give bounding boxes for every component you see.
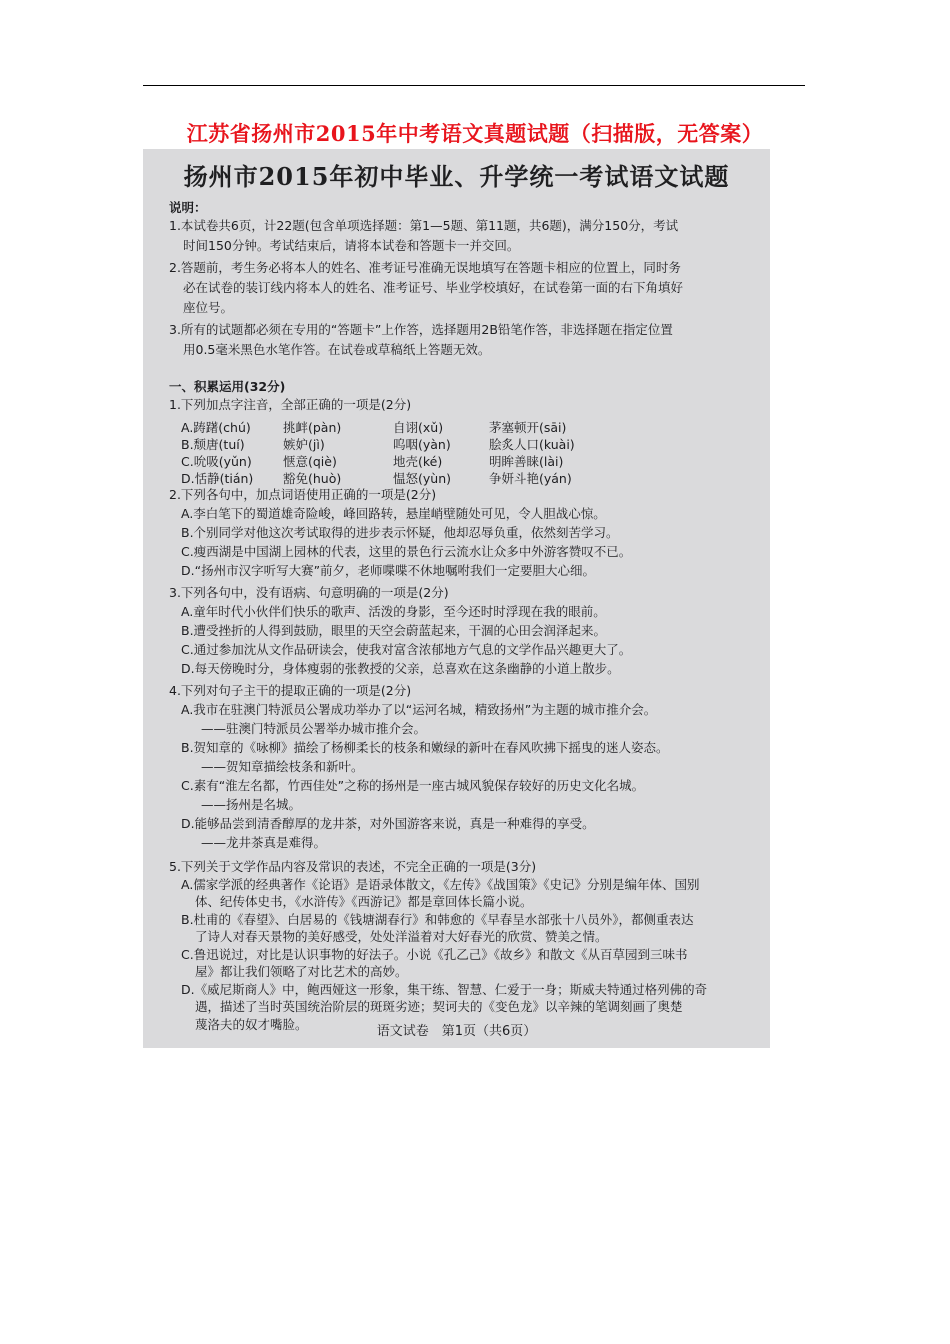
question-stem: 3.下列各句中，没有语病、句意明确的一项是(2分)	[169, 585, 449, 600]
q1-option-cell: 呜咽(yàn)	[393, 437, 451, 452]
note-line: 时间150分钟。考试结束后，请将本试卷和答题卡一并交回。	[183, 238, 520, 253]
option: D.“扬州市汉字听写大赛”前夕，老师喋喋不休地嘱咐我们一定要胆大心细。	[181, 563, 596, 578]
option-answer: ——扬州是名城。	[201, 797, 302, 812]
q1-option-cell: 豁免(huò)	[283, 471, 342, 486]
question-stem: 1.下列加点字注音，全部正确的一项是(2分)	[169, 397, 412, 412]
note-line: 用0.5毫米黑色水笔作答。在试卷或草稿纸上答题无效。	[183, 342, 491, 357]
q1-option-cell: 挑衅(pàn)	[283, 420, 342, 435]
header-rule	[143, 85, 805, 86]
q1-option-cell: A.踌躇(chú)	[181, 420, 251, 435]
option: C.通过参加沈从文作品研读会，使我对富含浓郁地方气息的文学作品兴趣更大了。	[181, 642, 632, 657]
q1-option-cell: D.恬静(tián)	[181, 471, 254, 486]
q1-option-cell: 嫉妒(jì)	[283, 437, 325, 452]
q1-option-cell: C.吮吸(yǔn)	[181, 454, 252, 469]
section-heading: 一、积累运用(32分)	[169, 379, 286, 394]
document-title: 江苏省扬州市2015年中考语文真题试题（扫描版，无答案）	[186, 121, 764, 146]
q1-option-cell: 自诩(xǔ)	[393, 420, 444, 435]
option: B.贺知章的《咏柳》描绘了杨柳柔长的枝条和嫩绿的新叶在春风吹拂下摇曳的迷人姿态。	[181, 740, 669, 755]
option: A.童年时代小伙伴们快乐的歌声、活泼的身影，至今还时时浮现在我的眼前。	[181, 604, 606, 619]
q1-option-cell: 争妍斗艳(yán)	[489, 471, 572, 486]
option-cont: 体、纪传体史书，《水浒传》《西游记》都是章回体长篇小说。	[195, 894, 533, 909]
option: B.杜甫的《春望》、白居易的《钱塘湖春行》和韩愈的《早春呈水部张十八员外》，都侧重表达	[181, 911, 694, 927]
question-stem: 2.下列各句中，加点词语使用正确的一项是(2分)	[169, 487, 437, 502]
option: B.个别同学对他这次考试取得的进步表示怀疑，他却忍辱负重，依然刻苦学习。	[181, 525, 619, 540]
option: B.遭受挫折的人得到鼓励，眼里的天空会蔚蓝起来，干涸的心田会润泽起来。	[181, 623, 607, 638]
note-line: 必在试卷的装订线内将本人的姓名、准考证号、毕业学校填好，在试卷第一面的右下角填好	[183, 280, 684, 295]
option: D.《威尼斯商人》中，鲍西娅这一形象，集干练、智慧、仁爱于一身；斯威夫特通过格列佛的奇	[181, 981, 708, 997]
q1-option-cell: 愠怒(yùn)	[393, 471, 451, 486]
question-stem: 4.下列对句子主干的提取正确的一项是(2分)	[169, 683, 412, 698]
q1-option-cell: 地壳(ké)	[393, 454, 443, 469]
option-cont: 蔑洛夫的奴才嘴脸。	[195, 1016, 308, 1032]
exam-title: 扬州市2015年初中毕业、升学统一考试语文试题	[183, 162, 730, 191]
option: A.我市在驻澳门特派员公署成功举办了以“运河名城，精致扬州”为主题的城市推介会。	[181, 702, 657, 717]
note-line: 2.答题前，考生务必将本人的姓名、准考证号准确无误地填写在答题卡相应的位置上，同时务	[169, 260, 681, 275]
option-answer: ——贺知章描绘枝条和新叶。	[201, 759, 364, 774]
note-line: 座位号。	[183, 300, 234, 315]
option: C.瘦西湖是中国湖上园林的代表，这里的景色行云流水让众多中外游客赞叹不已。	[181, 544, 632, 559]
option-cont: 屋》都让我们领略了对比艺术的高妙。	[195, 964, 408, 979]
scanned-exam-page	[143, 149, 770, 1048]
note-line: 1.本试卷共6页，计22题(包含单项选择题：第1—5题、第11题，共6题)，满分150分，考试	[169, 218, 679, 233]
question-stem: 5.下列关于文学作品内容及常识的表述，不完全正确的一项是(3分)	[169, 859, 537, 874]
q1-option-cell: 明眸善睐(lài)	[489, 454, 564, 469]
q1-option-cell: 脍炙人口(kuài)	[489, 437, 575, 452]
option-cont: 遇，描述了当时英国统治阶层的斑斑劣迹；契诃夫的《变色龙》以辛辣的笔调刻画了奥楚	[195, 999, 683, 1014]
page-footer: 语文试卷 第1页（共6页）	[376, 1024, 537, 1039]
notes-heading: 说明：	[169, 200, 207, 215]
option: A.李白笔下的蜀道雄奇险峻，峰回路转，悬崖峭壁随处可见，令人胆战心惊。	[181, 506, 606, 521]
option: D.每天傍晚时分，身体瘦弱的张教授的父亲，总喜欢在这条幽静的小道上散步。	[181, 661, 620, 676]
option: D.能够品尝到清香醇厚的龙井茶，对外国游客来说，真是一种难得的享受。	[181, 816, 595, 831]
q1-option-cell: 惬意(qiè)	[283, 454, 337, 469]
option: C.鲁迅说过，对比是认识事物的好法子。小说《孔乙己》《故乡》和散文《从百草园到三味书	[181, 946, 688, 962]
option-answer: ——驻澳门特派员公署举办城市推介会。	[201, 721, 427, 736]
note-line: 3.所有的试题都必须在专用的“答题卡”上作答，选择题用2B铅笔作答，非选择题在指定位置	[169, 322, 673, 337]
q1-option-cell: 茅塞顿开(sāi)	[489, 420, 567, 435]
option-cont: 了诗人对春天景物的美好感受，处处洋溢着对大好春光的欣赏、赞美之情。	[195, 929, 608, 944]
q1-option-cell: B.颓唐(tuí)	[181, 437, 245, 452]
option-answer: ——龙井茶真是难得。	[201, 835, 327, 850]
option: C.素有“淮左名都，竹西佳处”之称的扬州是一座古城风貌保存较好的历史文化名城。	[181, 778, 645, 793]
option: A.儒家学派的经典著作《论语》是语录体散文，《左传》《战国策》《史记》分别是编年体、国别	[181, 876, 700, 892]
